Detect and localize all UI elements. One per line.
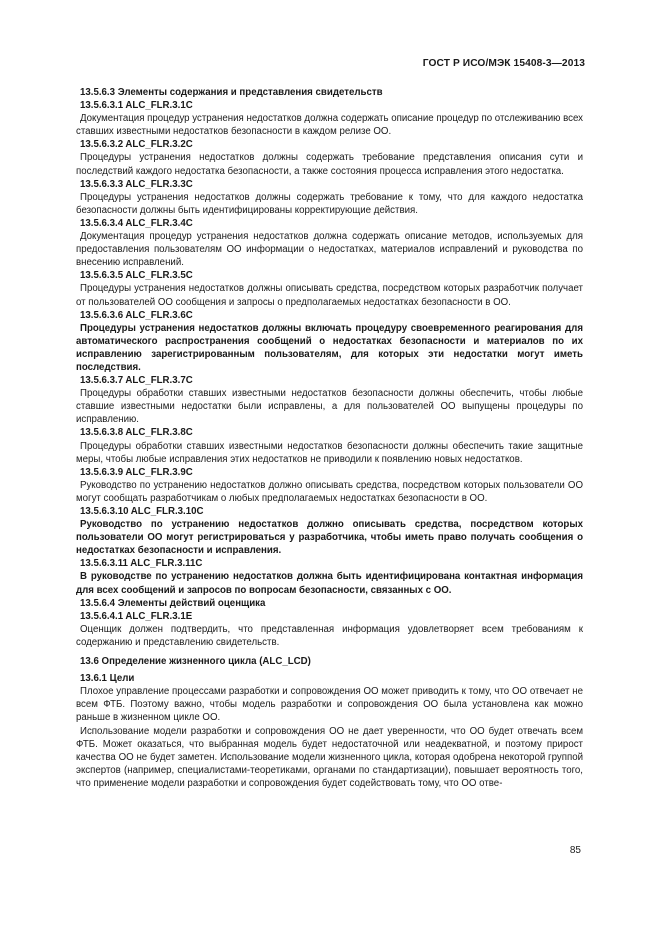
clause-heading: 13.5.6.3.11 ALC_FLR.3.11C	[80, 558, 203, 570]
document-header: ГОСТ Р ИСО/МЭК 15408-3—2013	[422, 58, 585, 69]
paragraph: Процедуры обработки ставших известными недостатков безопасности должны обеспечить, чтобы любые ставшие известными недостатки были исправлены, а для пользователей ОО выпущены процедуры по исправлению.	[76, 388, 583, 426]
paragraph: Документация процедур устранения недостатков должна содержать описание методов, используемых для предоставления пользователям ОО информации о недостатках, материалов исправлений и руководства по внесению исправлений.	[76, 231, 583, 269]
clause-heading: 13.5.6.3.5 ALC_FLR.3.5C	[80, 270, 193, 282]
clause-heading: 13.5.6.3.7 ALC_FLR.3.7C	[80, 375, 193, 387]
subsection-title: 13.6.1 Цели	[80, 673, 135, 685]
clause-heading: 13.5.6.3.4 ALC_FLR.3.4C	[80, 217, 193, 229]
paragraph: Документация процедур устранения недостатков должна содержать описание процедур по отслеживанию всех ставших известными недостатков безопасности в каждом релизе ОО.	[76, 113, 583, 138]
paragraph: Руководство по устранению недостатков должно описывать средства, посредством которых пользователи ОО могут сообщать разработчикам о любых предполагаемых недостатках безопасности в ОО.	[76, 479, 583, 504]
paragraph: Процедуры устранения недостатков должны описывать средства, посредством которых разработчик получает от пользователей ОО сообщения и запросы о предполагаемых недостатках безопасности в ОО.	[76, 283, 583, 308]
document-body	[76, 86, 583, 790]
clause-heading: 13.5.6.3 Элементы содержания и представления свидетельств	[80, 87, 383, 98]
paragraph: Процедуры устранения недостатков должны содержать требование представления описания сути и последствий каждого недостатка безопасности, а также состояния процесса исправления этого недостатка.	[76, 152, 583, 177]
clause-heading: 13.5.6.3.9 ALC_FLR.3.9C	[80, 466, 193, 478]
clause-heading: 13.5.6.3.8 ALC_FLR.3.8C	[80, 427, 193, 439]
clause-heading: 13.5.6.3.6 ALC_FLR.3.6C	[80, 309, 193, 321]
paragraph-bold: Процедуры устранения недостатков должны включать процедуру своевременного реагирования для автоматического распространения сообщений о недостатках безопасности и материалов по их исправлению зарегистрированным пользователям, для которых эти недостатки могут иметь последствия.	[76, 322, 583, 373]
clause-heading: 13.5.6.3.3 ALC_FLR.3.3C	[80, 178, 193, 190]
paragraph-bold: В руководстве по устранению недостатков должна быть идентифицирована контактная информация для всех сообщений и запросов по вопросам безопасности, связанных с ОО.	[76, 571, 583, 596]
page-number: 85	[569, 845, 581, 856]
clause-heading: 13.5.6.4 Элементы действий оценщика	[80, 597, 266, 609]
clause-heading: 13.5.6.3.2 ALC_FLR.3.2C	[80, 139, 193, 151]
paragraph: Использование модели разработки и сопровождения ОО не дает уверенности, что ОО будет отвечать всем ФТБ. Может оказаться, что выбранная модель будет недостаточной или неадекватной, и поэтому прирост качества ОО не будет заметен. Использование модели жизненного цикла, которая одобрена некоторой группой экспертов (например, специалистами-теоретиками, органами по стандартизации), повышает вероятность того, что применение модели разработки и сопровождения будет содействовать тому, что ОО отве-	[76, 725, 583, 789]
section-title: 13.6 Определение жизненного цикла (ALC_LCD)	[80, 656, 311, 668]
clause-heading: 13.5.6.3.1 ALC_FLR.3.1C	[80, 100, 193, 112]
paragraph: Процедуры устранения недостатков должны содержать требование к тому, что для каждого недостатка безопасности должны быть идентифицированы корректирующие действия.	[76, 191, 583, 216]
paragraph-bold: Руководство по устранению недостатков должно описывать средства, посредством которых пользователи ОО могут регистрироваться у разработчика, чтобы иметь право получать сообщения о недостатках безопасности и исправления.	[76, 519, 583, 557]
paragraph: Оценщик должен подтвердить, что представленная информация удовлетворяет всем требованиям к содержанию и представлению свидетельств.	[76, 623, 583, 648]
paragraph: Процедуры обработки ставших известными недостатков безопасности должны обеспечить такие защитные меры, чтобы любые исправления этих недостатков не приводили к появлению новых недостатков.	[76, 440, 583, 465]
clause-heading: 13.5.6.3.10 ALC_FLR.3.10C	[80, 506, 204, 517]
paragraph: Плохое управление процессами разработки и сопровождения ОО может приводить к тому, что ОО отвечает не всем ФТБ. Поэтому важно, чтобы модель разработки и сопровождения ОО была установлена как можно раньше в жизненном цикле ОО.	[76, 686, 583, 724]
clause-heading: 13.5.6.4.1 ALC_FLR.3.1E	[80, 610, 193, 622]
